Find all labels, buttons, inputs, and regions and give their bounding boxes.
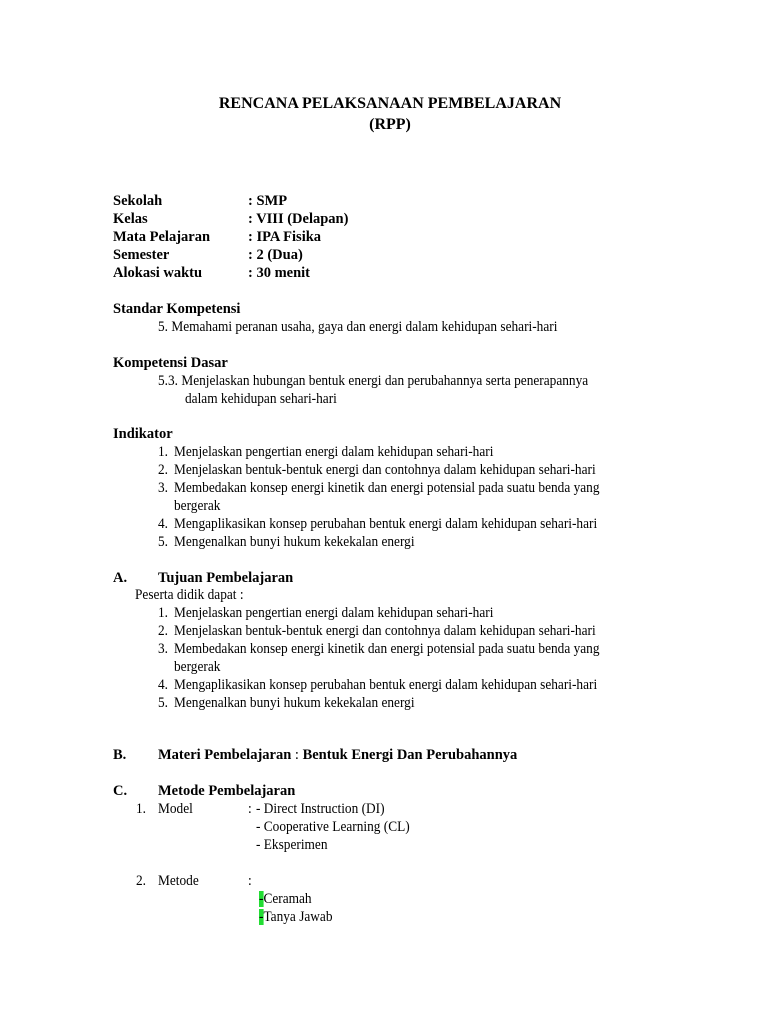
section-c-letter: C. (113, 783, 128, 799)
highlighted-dash: - (259, 909, 264, 925)
list-item-number: 5. (158, 695, 169, 711)
metode-colon: : (248, 873, 252, 889)
standar-kompetensi-item: 5. Memahami peranan usaha, gaya dan energi dalam kehidupan sehari-hari (158, 319, 558, 335)
list-item: Menjelaskan bentuk-bentuk energi dan contohnya dalam kehidupan sehari-hari (174, 623, 596, 639)
list-item-number: 3. (158, 480, 169, 496)
metode-item (259, 908, 333, 926)
info-label-mata-pelajaran: Mata Pelajaran (113, 229, 211, 245)
section-b-letter: B. (113, 747, 127, 763)
list-item-number: 1. (158, 605, 169, 621)
list-item: Mengenalkan bunyi hukum kekekalan energi (174, 695, 415, 711)
section-b-heading: Materi Pembelajaran (158, 747, 292, 763)
model-item: - Cooperative Learning (CL) (256, 819, 410, 835)
list-item: Menjelaskan bentuk-bentuk energi dan contohnya dalam kehidupan sehari-hari (174, 462, 596, 478)
section-c-heading: Metode Pembelajaran (158, 783, 296, 799)
model-colon: : (248, 801, 252, 817)
list-item-number: 4. (158, 516, 169, 532)
kompetensi-dasar-item: 5.3. Menjelaskan hubungan bentuk energi dan perubahannya serta penerapannya (158, 373, 589, 389)
metode-item-text: Tanya Jawab (263, 909, 333, 925)
document-subtitle: (RPP) (369, 116, 411, 133)
section-b-line (158, 746, 517, 764)
list-item-number: 4. (158, 677, 169, 693)
info-value-semester: : 2 (Dua) (248, 247, 303, 263)
list-item-cont: bergerak (174, 498, 221, 514)
model-label: Model (158, 801, 193, 817)
section-a-heading: Tujuan Pembelajaran (158, 570, 294, 586)
model-item: - Eksperimen (256, 837, 328, 853)
info-label-sekolah: Sekolah (113, 193, 163, 209)
model-number: 1. (136, 801, 147, 817)
metode-item-text: Ceramah (263, 891, 312, 907)
list-item: Mengaplikasikan konsep perubahan bentuk energi dalam kehidupan sehari-hari (174, 516, 598, 532)
list-item: Menjelaskan pengertian energi dalam kehidupan sehari-hari (174, 605, 494, 621)
list-item-number: 2. (158, 462, 169, 478)
metode-label: Metode (158, 873, 199, 889)
info-value-kelas: : VIII (Delapan) (248, 211, 349, 227)
section-a-intro: Peserta didik dapat : (135, 587, 244, 603)
standar-kompetensi-heading: Standar Kompetensi (113, 301, 241, 317)
kompetensi-dasar-item-cont: dalam kehidupan sehari-hari (185, 391, 337, 407)
list-item-number: 2. (158, 623, 169, 639)
list-item: Mengenalkan bunyi hukum kekekalan energi (174, 534, 415, 550)
list-item: Mengaplikasikan konsep perubahan bentuk energi dalam kehidupan sehari-hari (174, 677, 598, 693)
info-value-mata-pelajaran: : IPA Fisika (248, 229, 322, 245)
indikator-heading: Indikator (113, 426, 173, 442)
info-label-kelas: Kelas (113, 211, 148, 227)
section-a-letter: A. (113, 570, 128, 586)
section-b-separator: : (294, 747, 299, 763)
kompetensi-dasar-heading: Kompetensi Dasar (113, 355, 228, 371)
highlighted-dash: - (259, 891, 264, 907)
model-item: - Direct Instruction (DI) (256, 801, 385, 817)
list-item-number: 1. (158, 444, 169, 460)
document-title: RENCANA PELAKSANAAN PEMBELAJARAN (218, 95, 562, 112)
metode-number: 2. (136, 873, 147, 889)
list-item: Membedakan konsep energi kinetik dan energi potensial pada suatu benda yang (174, 641, 600, 657)
list-item-number: 5. (158, 534, 169, 550)
info-value-sekolah: : SMP (248, 193, 288, 209)
section-b-value: Bentuk Energi Dan Perubahannya (302, 747, 518, 763)
list-item-cont: bergerak (174, 659, 221, 675)
list-item: Membedakan konsep energi kinetik dan energi potensial pada suatu benda yang (174, 480, 600, 496)
info-value-alokasi-waktu: : 30 menit (248, 265, 311, 281)
info-label-semester: Semester (113, 247, 170, 263)
list-item-number: 3. (158, 641, 169, 657)
list-item: Menjelaskan pengertian energi dalam kehidupan sehari-hari (174, 444, 494, 460)
metode-item (259, 890, 312, 908)
info-label-alokasi-waktu: Alokasi waktu (113, 265, 203, 281)
